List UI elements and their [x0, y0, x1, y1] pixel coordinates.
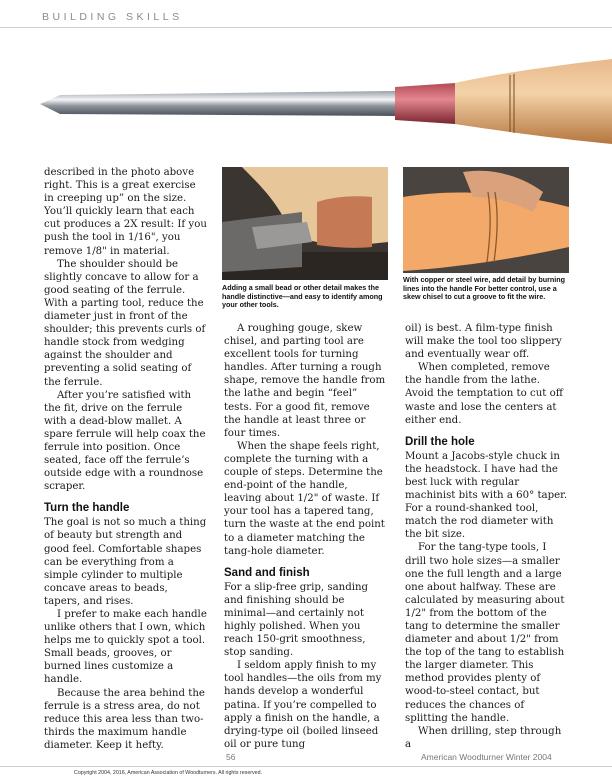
- paragraph: When completed, remove the handle from the lathe. Avoid the temptation to cut off waste and lose the centers at either end.: [405, 362, 563, 426]
- copyright-notice: Copyright 2004, 2016, American Association of Woodturners. All rights reserved.: [74, 770, 263, 776]
- paragraph: For the tang-type tools, I drill two hole sizes—a smaller one the full length and a large one about halfway. These are calculated by measuring about 1/2" from the bottom of the tang to determine the smaller diameter and about 1/2" from the top of the tang to establish the larger diameter. This method provides plenty of wood-to-steel contact, but reduces the chances of splitting the handle.: [405, 542, 565, 724]
- paragraph: The shoulder should be slightly concave to allow for a good seating of the ferrule. With a parting tool, reduce the diameter just in front of the shoulder; this prevents curls of handle stock from wedging against the shoulder and preventing a solid seating of the ferrule.: [44, 258, 206, 388]
- section-heading: Sand and finish: [224, 566, 310, 579]
- paragraph: Mount a Jacobs-style chuck in the headstock. I have had the best luck with regular machinist bits with a 60° taper. For a round-shanked tool, match the rod diameter with the bit size.: [405, 450, 568, 541]
- paragraph: For a slip-free grip, sanding and finishing should be minimal—and certainly not highly polished. When you reach 150-grit smoothness, stop sanding.: [224, 581, 369, 659]
- paragraph: I prefer to make each handle unlike others that I own, which helps me to quickly spot a tool. Small beads, grooves, or burned lines customize a handle.: [44, 609, 207, 686]
- magazine-issue: American Woodturner Winter 2004: [421, 752, 552, 762]
- paragraph: described in the photo above right. This is a great exercise in creeping up” on the size. You’ll quickly learn that each cut produces a 2X result: If you push the tool in 1/16", you remove 1/8" in material.: [44, 167, 207, 257]
- header-rule: [0, 27, 612, 28]
- page-number: 56: [226, 752, 236, 762]
- paragraph: The goal is not so much a thing of beauty but strength and good feel. Comfortable shapes can be everything from a simple cylinder to multiple concave areas to beads, tapers, and rises.: [44, 517, 207, 607]
- paragraph: A roughing gouge, skew chisel, and parting tool are excellent tools for turning handles. After turning a rough shape, remove the handle from the lathe and begin “feel” tests. For a good fit, remove the handle at least three or four times.: [224, 323, 386, 439]
- footer-rule: [0, 766, 612, 767]
- section-header: BUILDING SKILLS: [42, 11, 183, 23]
- paragraph: When drilling, step through a: [405, 725, 562, 750]
- bead-detail-photo: [222, 167, 388, 280]
- photo-caption-right: With copper or steel wire, add detail by burning lines into the handle For better control, use a skew chisel to cut a groove to fit the wire.: [403, 275, 566, 302]
- paragraph: oil) is best. A film-type finish will make the tool too slippery and eventually wear off.: [405, 323, 562, 361]
- section-heading: Drill the hole: [405, 435, 475, 448]
- paragraph: I seldom apply finish to my tool handles—the oils from my hands develop a wonderful patina. If you’re compelled to apply a finish on the handle, a drying-type oil (boiled linseed oil or pure tung: [224, 660, 382, 750]
- paragraph: After you’re satisfied with the fit, drive on the ferrule with a dead-blow mallet. A spare ferrule will help coax the ferrule into position. Once seated, face off the ferrule’s outside edge with a roundnose scraper.: [44, 389, 206, 493]
- text-column-3: [405, 322, 569, 751]
- wire-burning-photo: [403, 167, 569, 273]
- text-column-1: [44, 166, 207, 752]
- text-column-2: [224, 322, 387, 751]
- section-heading: Turn the handle: [44, 502, 130, 515]
- tool-handle-photo: [0, 29, 612, 168]
- paragraph: When the shape feels right, complete the turning with a couple of steps. Determine the end-point of the handle, leaving about 1/2" of waste. If your tool has a tapered tang, turn the waste at the end point to a diameter matching the tang-hole diameter.: [224, 440, 385, 557]
- paragraph: Because the area behind the ferrule is a stress area, do not reduce this area less than two-thirds the maximum handle diameter. Keep it hefty.: [44, 687, 205, 751]
- photo-caption-left: Adding a small bead or other detail makes the handle distinctive—and easy to identify among your other tools.: [222, 283, 383, 310]
